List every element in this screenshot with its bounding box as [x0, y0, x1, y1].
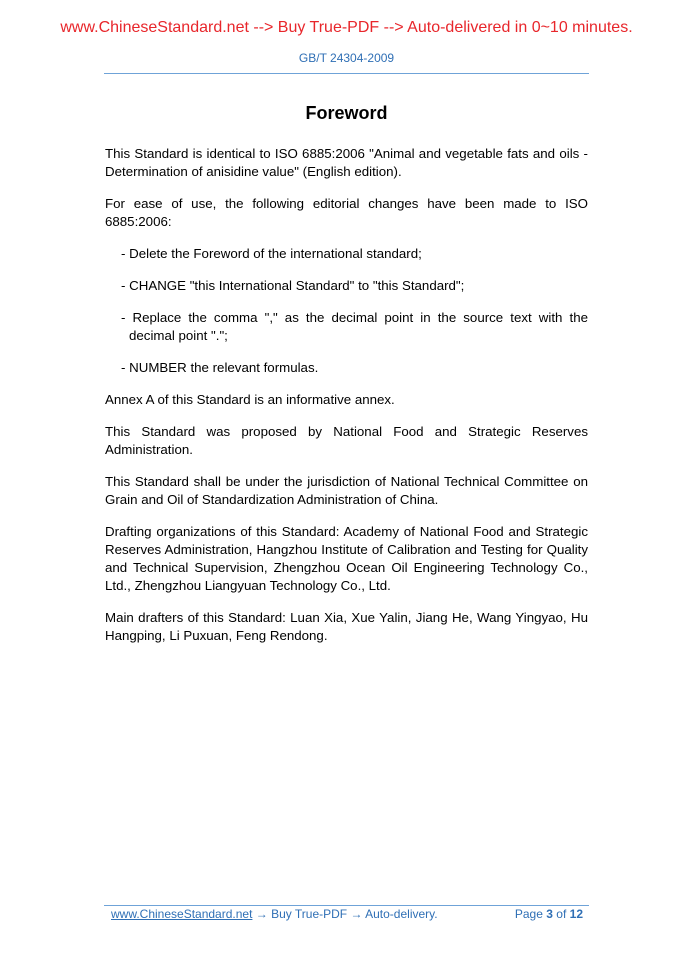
identity-paragraph: This Standard is identical to ISO 6885:2006 "Animal and vegetable fats and oils - Determination of anisidine value" (English edition). — [105, 146, 588, 179]
header-divider — [104, 73, 589, 74]
page-of: of — [556, 907, 567, 921]
page-label: Page — [514, 907, 543, 921]
change-item: - Delete the Foreword of the international standard; — [121, 246, 422, 261]
proposed-by: This Standard was proposed by National Food and Strategic Reserves Administration. — [105, 424, 588, 457]
change-item: - CHANGE "this International Standard" to "this Standard"; — [121, 278, 465, 293]
main-drafters: Main drafters of this Standard: Luan Xia, Xue Yalin, Jiang He, Wang Yingyao, Hu Hangping, Li Puxuan, Feng Rendong. — [105, 610, 588, 643]
document-body — [105, 145, 588, 659]
drafting-organizations: Drafting organizations of this Standard: Academy of National Food and Strategic Reserves Administration, Hangzhou Institute of Calibration and Testing for Quality and Technical Supervision, Zhengzhou Ocean Oil Engineering Technology Co., Ltd., Zhengzhou Liangyuan Technology Co., Ltd. — [105, 524, 588, 593]
page-indicator — [515, 907, 583, 921]
change-item: - NUMBER the relevant formulas. — [121, 360, 319, 375]
standard-code: GB/T 24304-2009 — [298, 51, 395, 65]
page-total: 12 — [569, 907, 583, 921]
footer-promo: → Buy True-PDF → Auto-delivery. — [255, 907, 438, 921]
page-current: 3 — [546, 907, 553, 921]
change-item: - Replace the comma "," as the decimal point in the source text with the decimal point "."; — [121, 310, 588, 343]
page-title: Foreword — [305, 103, 388, 123]
footer-divider — [104, 905, 589, 906]
changes-intro: For ease of use, the following editorial changes have been made to ISO 6885:2006: — [105, 196, 588, 229]
footer — [111, 907, 583, 921]
top-banner[interactable]: www.ChineseStandard.net --> Buy True-PDF --> Auto-delivered in 0~10 minutes. — [60, 19, 633, 36]
footer-site-link[interactable]: www.ChineseStandard.net — [111, 907, 253, 921]
jurisdiction: This Standard shall be under the jurisdiction of National Technical Committee on Grain and Oil of Standardization Administration of China. — [105, 474, 588, 507]
annex-note: Annex A of this Standard is an informative annex. — [105, 392, 395, 407]
